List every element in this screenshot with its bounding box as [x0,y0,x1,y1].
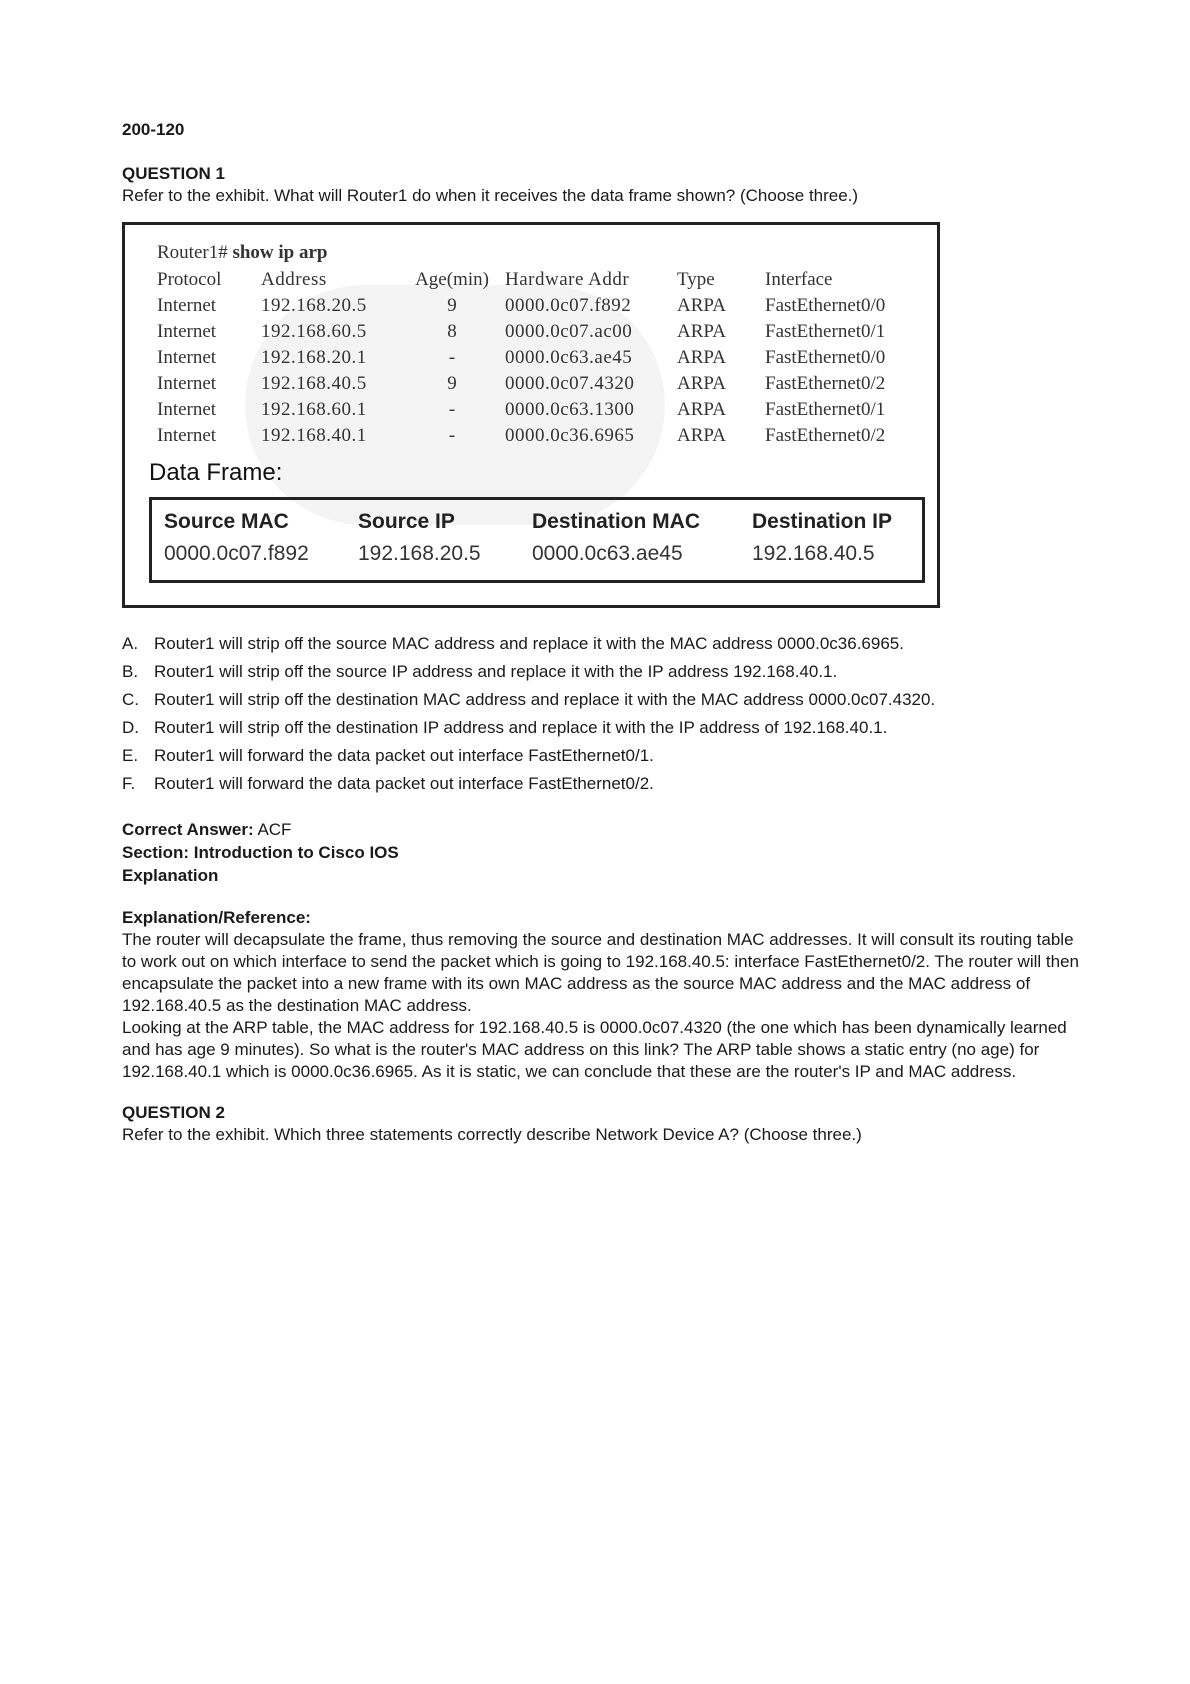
answer-options [122,630,1082,798]
option-e [122,742,1082,770]
arp-hardware-addr: 0000.0c63.1300 [505,399,635,420]
explanation-block [122,907,1082,1083]
df-source-ip: 192.168.20.5 [358,542,481,565]
data-frame-value-row [164,542,922,566]
arp-age: - [448,399,456,420]
arp-type: ARPA [677,295,726,316]
answer-block [122,818,1082,887]
arp-protocol: Internet [157,321,217,342]
arp-age: 8 [447,321,457,342]
option-text: Router1 will strip off the source MAC address and replace it with the MAC address 0000.0c36.6965. [154,634,904,653]
arp-protocol: Internet [157,347,217,368]
df-header-destination-ip: Destination IP [752,510,893,533]
section-line: Section: Introduction to Cisco IOS [122,843,399,862]
option-letter: F. [122,774,136,793]
option-letter: B. [122,662,139,681]
arp-protocol: Internet [157,373,217,394]
data-frame-box [149,497,925,583]
question-1 [122,164,1082,1083]
arp-hardware-addr: 0000.0c07.ac00 [505,321,633,342]
arp-terminal [157,239,925,449]
arp-protocol: Internet [157,295,217,316]
correct-answer-label: Correct Answer: [122,820,254,839]
option-c [122,686,1082,714]
df-destination-mac: 0000.0c63.ae45 [532,542,683,565]
arp-interface: FastEthernet0/1 [765,321,886,342]
question-2 [122,1103,1082,1145]
arp-type: ARPA [677,373,726,394]
arp-interface: FastEthernet0/2 [765,373,886,394]
arp-type: ARPA [677,347,726,368]
df-header-source-mac: Source MAC [164,510,289,533]
arp-interface: FastEthernet0/2 [765,425,886,446]
exhibit [122,222,940,608]
arp-age: 9 [447,295,457,316]
arp-hardware-addr: 0000.0c63.ae45 [505,347,633,368]
arp-row [157,371,925,397]
arp-row [157,319,925,345]
arp-row [157,397,925,423]
arp-age: - [448,347,456,368]
arp-interface: FastEthernet0/0 [765,295,886,316]
option-letter: D. [122,718,139,737]
option-text: Router1 will strip off the source IP address and replace it with the IP address 192.168.40.1. [154,662,838,681]
arp-header-row [157,267,925,293]
option-text: Router1 will strip off the destination IP address and replace it with the IP address of 192.168.40.1. [154,718,888,737]
arp-protocol: Internet [157,399,217,420]
question-title: QUESTION 1 [122,164,225,183]
question-prompt: Refer to the exhibit. What will Router1 do when it receives the data frame shown? (Choose three.) [122,186,859,205]
arp-row [157,423,925,449]
terminal-command-line [157,239,925,267]
question-prompt: Refer to the exhibit. Which three statements correctly describe Network Device A? (Choose three.) [122,1125,862,1144]
option-a [122,630,1082,658]
explanation-paragraph: The router will decapsulate the frame, thus removing the source and destination MAC addresses. It will consult its routing table to work out on which interface to send the packet which is going to 192.168.40.5: interface FastEthernet0/2. The router will then encapsulate the packet into a new frame with its own MAC address as the source MAC address and the MAC address of 192.168.40.5 as the destination MAC address. [122,930,1079,1015]
terminal-prompt: Router1# [157,242,228,263]
exam-code: 200-120 [122,120,185,139]
df-destination-ip: 192.168.40.5 [752,542,875,565]
arp-hardware-addr: 0000.0c07.4320 [505,373,635,394]
header-age: Age(min) [415,269,489,290]
arp-type: ARPA [677,399,726,420]
arp-hardware-addr: 0000.0c07.f892 [505,295,632,316]
arp-address: 192.168.60.1 [261,399,367,420]
correct-answer-value: ACF [257,820,292,839]
df-header-destination-mac: Destination MAC [532,510,700,533]
explanation-reference-label: Explanation/Reference: [122,908,311,927]
header-type: Type [677,269,715,290]
document-page [122,120,1082,1145]
df-source-mac: 0000.0c07.f892 [164,542,309,565]
terminal-command: show ip arp [232,242,328,263]
explanation-paragraph: Looking at the ARP table, the MAC address for 192.168.40.5 is 0000.0c07.4320 (the one which has been dynamically learned and has age 9 minutes). So what is the router's MAC address on this link? The ARP table shows a static entry (no age) for 192.168.40.1 which is 0000.0c36.6965. As it is static, we can conclude that these are the router's IP and MAC address. [122,1018,1067,1081]
header-hardware-addr: Hardware Addr [505,269,630,290]
option-text: Router1 will strip off the destination MAC address and replace it with the MAC address 0000.0c07.4320. [154,690,936,709]
option-letter: C. [122,690,139,709]
arp-address: 192.168.40.5 [261,373,367,394]
option-text: Router1 will forward the data packet out interface FastEthernet0/2. [154,774,654,793]
arp-address: 192.168.20.5 [261,295,367,316]
option-d [122,714,1082,742]
option-f [122,770,1082,798]
option-text: Router1 will forward the data packet out interface FastEthernet0/1. [154,746,654,765]
header-protocol: Protocol [157,269,222,290]
option-b [122,658,1082,686]
data-frame-header-row [164,510,922,534]
correct-answer-line [122,818,1082,841]
arp-row [157,345,925,371]
arp-address: 192.168.60.5 [261,321,367,342]
arp-address: 192.168.20.1 [261,347,367,368]
arp-interface: FastEthernet0/1 [765,399,886,420]
arp-age: - [448,425,456,446]
header-address: Address [261,269,327,290]
data-frame-title: Data Frame: [149,459,283,486]
explanation-label: Explanation [122,866,219,885]
arp-hardware-addr: 0000.0c36.6965 [505,425,635,446]
arp-address: 192.168.40.1 [261,425,367,446]
df-header-source-ip: Source IP [358,510,455,533]
option-letter: E. [122,746,139,765]
arp-type: ARPA [677,425,726,446]
arp-row [157,293,925,319]
arp-type: ARPA [677,321,726,342]
arp-age: 9 [447,373,457,394]
question-title: QUESTION 2 [122,1103,225,1122]
arp-protocol: Internet [157,425,217,446]
header-interface: Interface [765,269,833,290]
option-letter: A. [122,634,139,653]
arp-interface: FastEthernet0/0 [765,347,886,368]
